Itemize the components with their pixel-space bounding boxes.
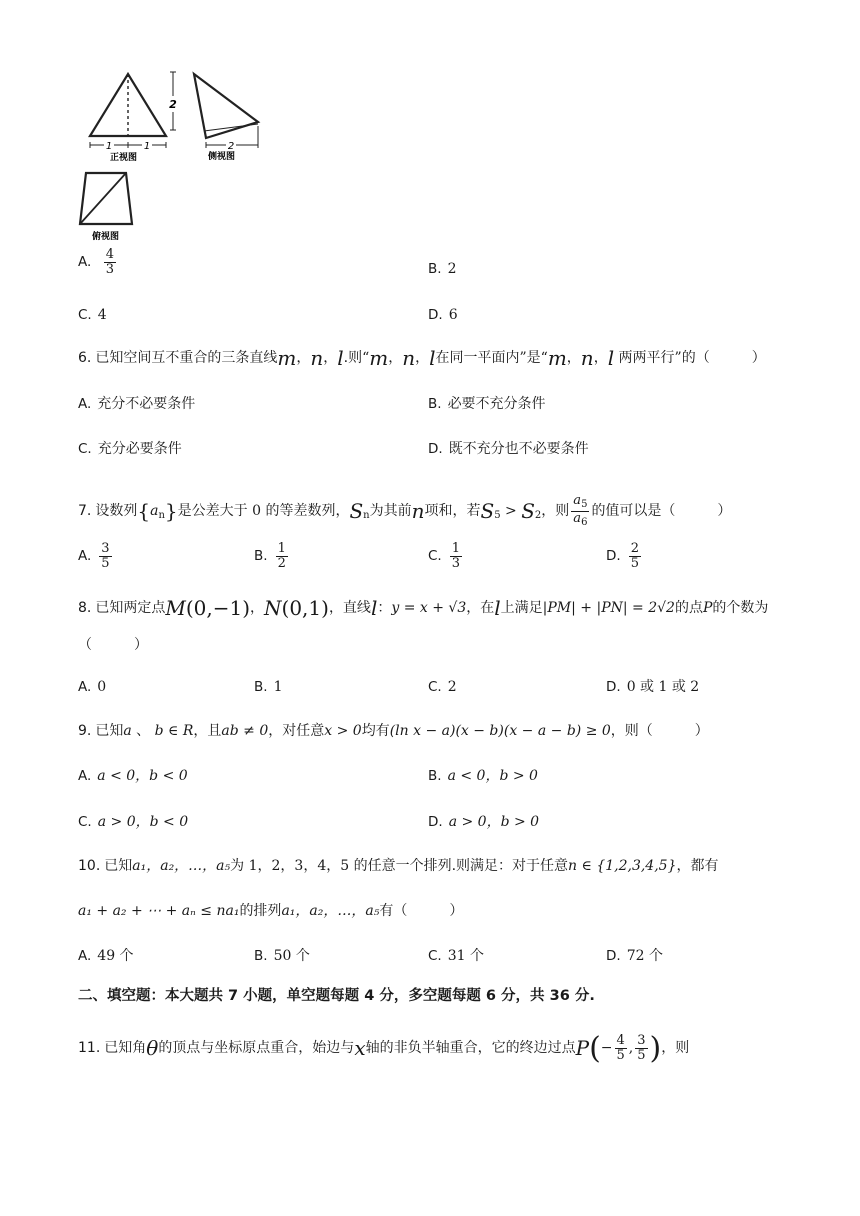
q10-stem-line1: 10. 已知a₁，a₂，…，a₅为 1，2，3，4，5 的任意一个排列.则满足：对于任意n ∈ {1,2,3,4,5}，都有 <box>78 858 719 874</box>
q9-stem: 9. 已知a 、 b ∈ R，且ab ≠ 0，对任意x > 0均有(ln x − a)(x − b)(x − a − b) ≥ 0，则（ ） <box>78 723 709 739</box>
option-text: 6 <box>448 307 458 323</box>
option-label: B. <box>428 261 442 277</box>
q8-option-b[interactable]: B. 1 <box>254 679 283 695</box>
q8-option-c[interactable]: C. 2 <box>428 679 457 695</box>
q6-option-c[interactable]: C. 充分必要条件 <box>78 441 182 457</box>
top-view <box>80 173 132 242</box>
q7-option-b[interactable]: B. $\frac{1}{2}$ <box>254 541 286 571</box>
side-dim-label: 2 <box>227 141 235 152</box>
q6-option-d[interactable]: D. 既不充分也不必要条件 <box>428 441 589 457</box>
q6-stem: 6. 已知空间互不重合的三条直线m，n，l.则“m，n，l在同一平面内”是“m，n，l 两两平行”的（ ） <box>78 346 766 370</box>
q10-option-a[interactable]: A. 49 个 <box>78 948 134 964</box>
option-label: D. <box>428 307 443 323</box>
q8-option-a[interactable]: A. 0 <box>78 679 107 695</box>
q8-stem-line1: 8. 已知两定点M(0,−1)，N(0,1)，直线l：y = x + √3，在l上满足|PM| + |PN| = 2√2的点P的个数为 <box>78 596 769 620</box>
side-view <box>194 74 258 162</box>
front-view <box>90 74 166 163</box>
q6-option-b[interactable]: B. 必要不充分条件 <box>428 396 546 412</box>
q7-stem: 7. 设数列$\{a_n\}$是公差大于 0 的等差数列，$S_n$为其前n项和，若$S_5 > S_2$，则 $\frac{a_5}{a_6}$ 的值可以是（ ） <box>78 493 732 528</box>
fraction: $\frac{4}{3}$ <box>105 247 115 277</box>
height-dimension <box>169 72 177 130</box>
q9-option-b[interactable]: B. a < 0，b > 0 <box>428 768 538 784</box>
q10-option-d[interactable]: D. 72 个 <box>606 948 663 964</box>
section-heading: 二、填空题：本大题共 7 小题，单空题每题 4 分，多空题每题 6 分，共 36 分. <box>78 988 595 1004</box>
top-view-label: 俯视图 <box>92 232 120 242</box>
q6-option-a[interactable]: A. 充分不必要条件 <box>78 396 196 412</box>
front-dim-left: 1 <box>105 141 113 152</box>
q9-option-d[interactable]: D. a > 0，b > 0 <box>428 814 540 830</box>
q7-option-a[interactable]: A. $\frac{3}{5}$ <box>78 541 110 571</box>
q11-stem: 11. 已知角θ的顶点与坐标原点重合，始边与x轴的非负半轴重合，它的终边过点P(− $\frac{4}{5}$ , $\frac{3}{5}$ )，则 <box>78 1031 690 1067</box>
front-view-label: 正视图 <box>110 153 138 163</box>
q5-option-b[interactable] <box>428 258 456 280</box>
three-view-figure <box>70 66 270 256</box>
side-view-label: 侧视图 <box>208 152 236 162</box>
q5-option-c[interactable] <box>78 304 107 326</box>
q9-option-c[interactable]: C. a > 0，b < 0 <box>78 814 189 830</box>
option-label: C. <box>78 307 92 323</box>
q7-option-c[interactable]: C. $\frac{1}{3}$ <box>428 541 460 571</box>
q9-option-a[interactable]: A. a < 0，b < 0 <box>78 768 188 784</box>
fraction: $\frac{a_5}{a_6}$ <box>573 493 588 528</box>
q8-stem-line2: （ ） <box>78 637 148 653</box>
option-label: A. <box>78 254 92 271</box>
height-dim-label: 2 <box>169 98 177 111</box>
q5-option-d[interactable] <box>428 304 458 326</box>
q10-stem-line2: a₁ + a₂ + ⋯ + aₙ ≤ na₁的排列a₁，a₂，…，a₅有（ ） <box>78 903 464 919</box>
q10-option-c[interactable]: C. 31 个 <box>428 948 484 964</box>
q8-option-d[interactable]: D. 0 或 1 或 2 <box>606 679 700 695</box>
q7-option-d[interactable]: D. $\frac{2}{5}$ <box>606 541 639 571</box>
option-text: 4 <box>97 307 107 323</box>
q5-option-a[interactable] <box>78 248 118 276</box>
q10-option-b[interactable]: B. 50 个 <box>254 948 310 964</box>
front-dim-right: 1 <box>143 141 151 152</box>
option-text: 2 <box>447 261 457 277</box>
